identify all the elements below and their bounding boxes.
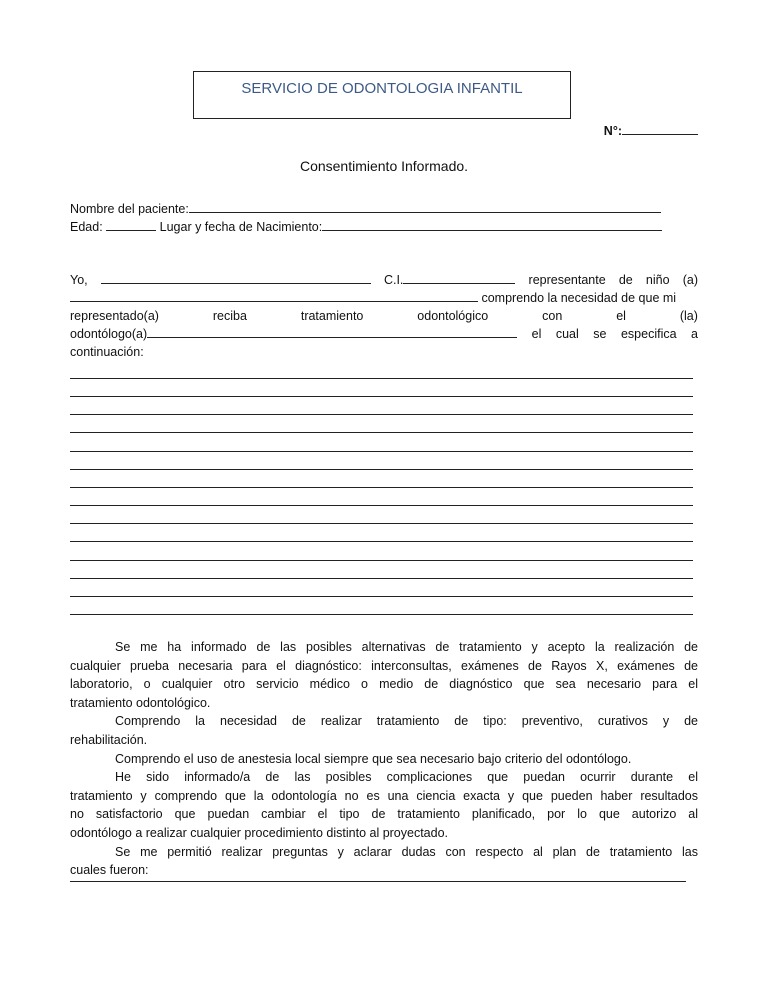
word: tratamiento — [300, 309, 364, 323]
word: (a) — [682, 273, 698, 287]
paragraph-line: tratamiento y comprendo que la odontología no es una ciencia exacta y que pueden haber resultados — [70, 788, 698, 803]
word: de — [618, 273, 633, 287]
intro-line-2 — [70, 289, 698, 307]
number-blank[interactable] — [622, 123, 698, 135]
comprendo-text: comprendo la necesidad de que mi — [481, 291, 677, 305]
word: reciba — [212, 309, 247, 323]
treatment-blank-line[interactable] — [70, 560, 693, 561]
paragraph-line: rehabilitación. — [70, 733, 148, 747]
age-blank[interactable] — [106, 219, 156, 231]
treatment-blank-line[interactable] — [70, 432, 693, 433]
number-field[interactable] — [604, 123, 698, 138]
paragraph-line: Se me permitió realizar preguntas y aclarar dudas con respecto al plan de tratamiento las — [115, 844, 698, 859]
intro-line-1 — [70, 271, 698, 289]
patient-name-row — [70, 200, 698, 218]
paragraph-line: Se me ha informado de las posibles alternativas de tratamiento y acepto la realización de — [115, 640, 698, 654]
ci-label: C.I. — [383, 273, 404, 287]
paragraph-line: Comprendo el uso de anestesia local siempre que sea necesario bajo criterio del odontólogo. — [115, 751, 632, 766]
paragraph-line: tratamiento odontológico. — [70, 695, 211, 710]
treatment-blank-line[interactable] — [70, 469, 693, 470]
paragraph-line: Comprendo la necesidad de realizar tratamiento de tipo: preventivo, curativos y de — [115, 714, 698, 729]
child-name-blank[interactable] — [70, 290, 478, 302]
yo-label: Yo, — [70, 273, 88, 287]
questions-blank-line[interactable] — [70, 881, 686, 882]
treatment-blank-line[interactable] — [70, 523, 693, 524]
paragraph-line: no satisfactorio que puedan cambiar el tipo de tratamiento planificado, por lo que autorizo al — [70, 807, 698, 822]
representative-name-blank[interactable] — [101, 272, 371, 284]
paragraph-line: odontólogo a realizar cualquier procedimiento distinto al proyectado. — [70, 826, 449, 840]
document-subtitle: Consentimiento Informado. — [299, 158, 469, 174]
intro-line-3 — [70, 307, 698, 325]
word: representado(a) — [70, 309, 159, 323]
odontologo-label: odontólogo(a) — [70, 327, 148, 341]
word: representante — [528, 273, 606, 287]
treatment-blank-line[interactable] — [70, 487, 693, 488]
word: se — [593, 327, 607, 341]
patient-name-blank[interactable] — [189, 201, 661, 213]
word: el — [616, 309, 626, 323]
paragraph-line: cuales fueron: — [70, 863, 149, 878]
intro-line-4 — [70, 325, 698, 343]
ci-blank[interactable] — [403, 272, 515, 284]
odontologo-field — [70, 325, 517, 343]
word: a — [691, 327, 698, 341]
header-title: SERVICIO DE ODONTOLOGIA INFANTIL — [241, 80, 523, 97]
treatment-blank-line[interactable] — [70, 596, 693, 597]
treatment-blank-line[interactable] — [70, 451, 693, 452]
header-title-box — [193, 71, 571, 119]
word: odontológico — [417, 309, 489, 323]
paragraph-line: cualquier prueba necesaria para el diagnóstico: interconsultas, exámenes de Rayos X, exámenes de — [70, 658, 698, 673]
paragraph-line: He sido informado/a de las posibles complicaciones que puedan ocurrir durante el — [115, 770, 698, 785]
odontologo-blank[interactable] — [147, 326, 517, 338]
paragraph-line: laboratorio, o cualquier otro servicio médico o medio de diagnóstico que sea necesario para el — [70, 677, 698, 692]
treatment-blank-line[interactable] — [70, 614, 693, 615]
number-label: N°: — [603, 124, 622, 138]
ci-field — [384, 271, 515, 289]
birth-label: Lugar y fecha de Nacimiento: — [159, 220, 323, 234]
treatment-blank-line[interactable] — [70, 578, 693, 579]
treatment-blank-line[interactable] — [70, 541, 693, 542]
patient-age-row — [70, 218, 698, 236]
word: niño — [645, 273, 670, 287]
birth-blank[interactable] — [322, 219, 662, 231]
treatment-blank-line[interactable] — [70, 378, 693, 379]
word: cual — [555, 327, 579, 341]
patient-name-label: Nombre del paciente: — [70, 202, 189, 216]
treatment-blank-line[interactable] — [70, 505, 693, 506]
word: especifica — [620, 327, 677, 341]
age-label: Edad: — [70, 220, 103, 234]
treatment-blank-line[interactable] — [70, 396, 693, 397]
word: el — [531, 327, 542, 341]
intro-line-5: continuación: — [70, 345, 144, 359]
word: con — [542, 309, 563, 323]
treatment-blank-line[interactable] — [70, 414, 693, 415]
word: (la) — [679, 309, 698, 323]
